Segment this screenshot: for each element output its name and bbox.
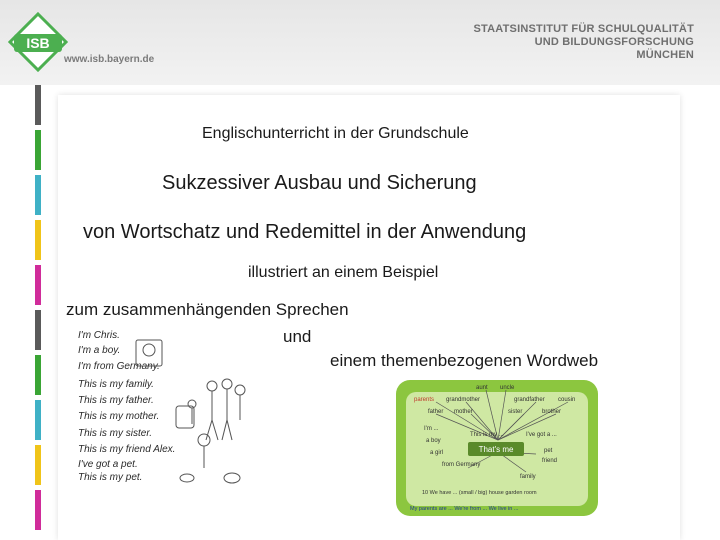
color-bar-segment bbox=[35, 85, 41, 125]
boy-head bbox=[143, 344, 155, 356]
slide-title-line2: von Wortschatz und Redemittel in der Anwendung bbox=[83, 221, 527, 243]
institute-name bbox=[474, 23, 694, 62]
web-word-boy: a boy bbox=[426, 438, 441, 444]
web-word-cousin: cousin bbox=[558, 397, 576, 403]
institute-line: STAATSINSTITUT FÜR SCHULQUALITÄT bbox=[473, 23, 694, 35]
story-line: I'm Chris. bbox=[78, 330, 120, 341]
pet-body bbox=[224, 473, 240, 483]
sister-head bbox=[235, 385, 245, 395]
color-bar-segment bbox=[35, 130, 41, 170]
web-word-grandmother: grandmother bbox=[446, 397, 481, 403]
color-bar-segment bbox=[35, 445, 41, 485]
web-word-this-is: This is my ... bbox=[470, 432, 504, 438]
logo-text: ISB bbox=[26, 35, 50, 51]
web-word-center: That's me bbox=[478, 445, 514, 454]
color-bar bbox=[35, 85, 41, 540]
web-word-uncle: uncle bbox=[500, 385, 515, 391]
story-line: I'm a boy. bbox=[78, 345, 121, 356]
isb-logo bbox=[8, 12, 68, 72]
institute-line: MÜNCHEN bbox=[636, 49, 694, 61]
story-line: This is my family. bbox=[78, 379, 154, 390]
child-head bbox=[188, 400, 196, 408]
color-bar-segment bbox=[35, 220, 41, 260]
color-bar-segment bbox=[35, 490, 41, 530]
illustrated-text: illustriert an einem Beispiel bbox=[248, 264, 439, 281]
web-word-friend: friend bbox=[542, 458, 558, 464]
story-line: This is my friend Alex. bbox=[78, 444, 176, 455]
web-word-pet: pet bbox=[544, 448, 553, 454]
story-line: This is my sister. bbox=[78, 428, 153, 439]
color-bar-segment bbox=[35, 265, 41, 305]
stroller bbox=[176, 406, 194, 428]
institute-line: UND BILDUNGSFORSCHUNG bbox=[534, 36, 694, 48]
web-word-parents: parents bbox=[414, 397, 435, 403]
story-line: This is my pet. bbox=[78, 472, 143, 483]
web-word-from: from Germany bbox=[442, 462, 481, 468]
website-url[interactable]: www.isb.bayern.de bbox=[64, 54, 155, 65]
story-line: I've got a pet. bbox=[78, 459, 138, 470]
story-line: This is my mother. bbox=[78, 411, 160, 422]
dog-body bbox=[180, 474, 194, 482]
web-word-girl: a girl bbox=[430, 450, 444, 456]
story-image bbox=[72, 328, 258, 490]
web-bottom-line2: My parents are ... We're from ... We live in ... bbox=[410, 506, 519, 512]
web-word-aunt: aunt bbox=[476, 385, 488, 391]
web-word-im: I'm ... bbox=[424, 426, 439, 432]
web-bottom-line1: 10 We have ... (small / big) house garden room bbox=[422, 490, 537, 496]
header-banner bbox=[0, 0, 720, 85]
color-bar-segment bbox=[35, 355, 41, 395]
web-word-sister: sister bbox=[508, 409, 523, 415]
web-word-mother: mother bbox=[454, 409, 473, 415]
web-word-grandfather: grandfather bbox=[514, 397, 545, 403]
story-line: This is my father. bbox=[78, 395, 154, 406]
web-word-father: father bbox=[428, 409, 444, 415]
friend-head bbox=[198, 434, 210, 446]
color-bar-segment bbox=[35, 310, 41, 350]
text-line1: zum zusammenhängenden Sprechen bbox=[66, 300, 349, 319]
family-illustration bbox=[72, 328, 258, 490]
color-bar-segment bbox=[35, 175, 41, 215]
father-head bbox=[207, 381, 217, 391]
story-line: I'm from Germany. bbox=[78, 361, 160, 372]
web-word-brother: brother bbox=[542, 409, 562, 415]
mother-head bbox=[222, 379, 232, 389]
slide-title-line1: Sukzessiver Ausbau und Sicherung bbox=[162, 172, 477, 194]
color-bar-segment bbox=[35, 400, 41, 440]
slide-subtitle: Englischunterricht in der Grundschule bbox=[202, 125, 469, 142]
text-line2: und bbox=[283, 327, 312, 346]
wordweb-image bbox=[396, 380, 598, 516]
web-word-ive-got: I've got a ... bbox=[526, 432, 557, 438]
web-word-family: family bbox=[520, 474, 536, 480]
text-line3: einem themenbezogenen Wordweb bbox=[330, 351, 599, 370]
